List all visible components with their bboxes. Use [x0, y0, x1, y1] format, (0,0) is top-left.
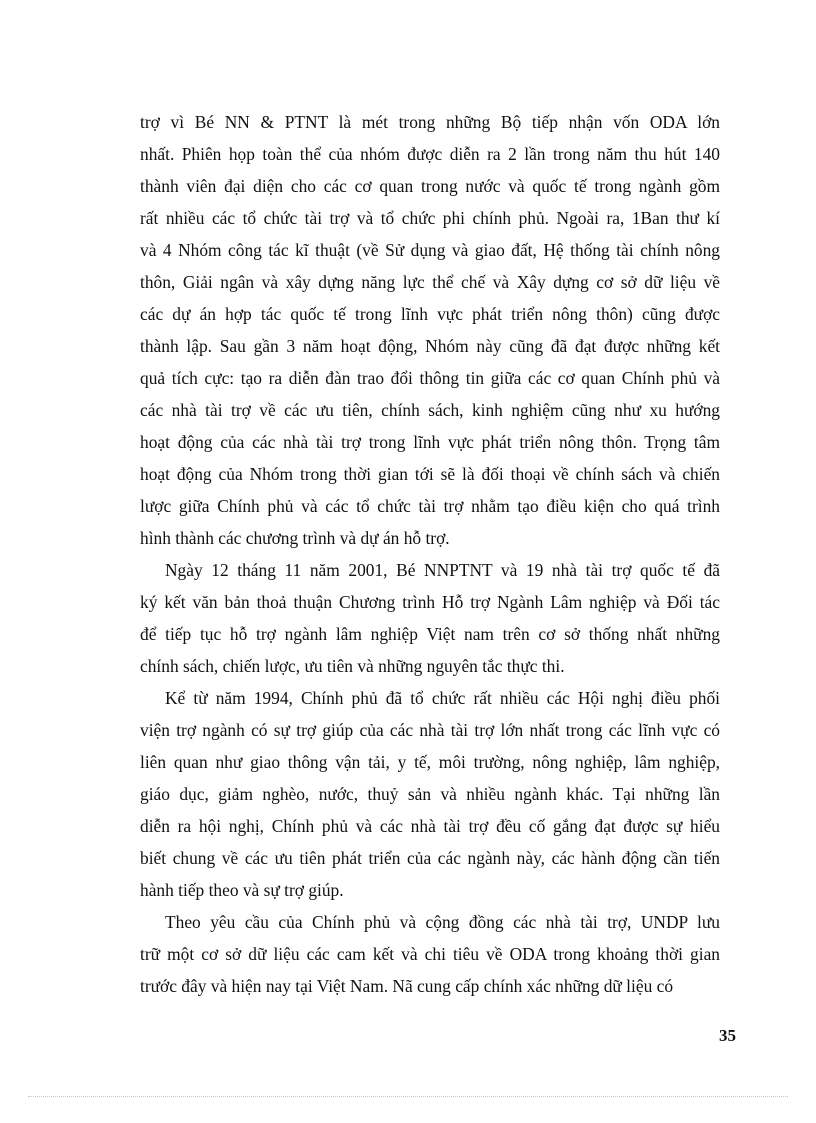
text-line: Kể từ năm 1994, Chính phủ đã tổ chức rất nhiều các Hội nghị điều phối — [165, 688, 720, 708]
text-line: liên quan như giao thông vận tải, y tế, môi trường, nông nghiệp, lâm nghiệp, — [140, 752, 720, 772]
text-line: và 4 Nhóm công tác kĩ thuật (về Sử dụng và giao đất, Hệ thống tài chính nông — [140, 240, 720, 260]
text-line: giáo dục, giảm nghèo, nước, thuỷ sản và nhiều ngành khác. Tại những lần — [140, 784, 720, 804]
text-line: viện trợ ngành có sự trợ giúp của các nhà tài trợ lớn nhất trong các lĩnh vực có — [140, 720, 720, 740]
footer-divider — [28, 1096, 788, 1097]
text-line: thành lập. Sau gần 3 năm hoạt động, Nhóm này cũng đã đạt được những kết — [140, 336, 720, 356]
text-line: lược giữa Chính phủ và các tổ chức tài trợ nhằm tạo điều kiện cho quá trình — [140, 496, 720, 516]
text-line: Theo yêu cầu của Chính phủ và cộng đồng các nhà tài trợ, UNDP lưu — [165, 912, 720, 932]
text-line: để tiếp tục hỗ trợ ngành lâm nghiệp Việt nam trên cơ sở thống nhất những — [140, 624, 720, 644]
text-line: ký kết văn bản thoả thuận Chương trình Hỗ trợ Ngành Lâm nghiệp và Đối tác — [140, 592, 720, 612]
text-line: hành tiếp theo và sự trợ giúp. — [140, 880, 344, 900]
text-line: diễn ra hội nghị, Chính phủ và các nhà tài trợ đều cố gắng đạt được sự hiểu — [140, 816, 720, 836]
text-line: các dự án hợp tác quốc tế trong lĩnh vực phát triển nông thôn) cũng được — [140, 304, 720, 324]
text-line: hoạt động của Nhóm trong thời gian tới sẽ là đối thoại về chính sách và chiến — [140, 464, 720, 484]
paragraph — [140, 906, 720, 1002]
text-line: các nhà tài trợ về các ưu tiên, chính sách, kinh nghiệm cũng như xu hướng — [140, 400, 720, 420]
text-line: Ngày 12 tháng 11 năm 2001, Bé NNPTNT và 19 nhà tài trợ quốc tế đã — [165, 560, 720, 580]
text-line: trữ một cơ sở dữ liệu các cam kết và chi tiêu về ODA trong khoảng thời gian — [140, 944, 720, 964]
text-line: thôn, Giải ngân và xây dựng năng lực thể chế và Xây dựng cơ sở dữ liệu về — [140, 272, 720, 292]
text-line: chính sách, chiến lược, ưu tiên và những nguyên tắc thực thi. — [140, 656, 565, 676]
paragraph — [140, 682, 720, 906]
paragraph — [140, 106, 720, 554]
text-line: nhất. Phiên họp toàn thể của nhóm được diễn ra 2 lần trong năm thu hút 140 — [140, 144, 720, 164]
text-line: trợ vì Bé NN & PTNT là mét trong những Bộ tiếp nhận vốn ODA lớn — [140, 112, 720, 132]
text-line: rất nhiều các tổ chức tài trợ và tổ chức phi chính phủ. Ngoài ra, 1Ban thư kí — [140, 208, 720, 228]
text-line: hình thành các chương trình và dự án hỗ trợ. — [140, 528, 450, 548]
text-line: trước đây và hiện nay tại Việt Nam. Nã cung cấp chính xác những dữ liệu có — [140, 976, 674, 996]
paragraph — [140, 554, 720, 682]
page-number: 35 — [719, 1026, 736, 1045]
text-line: hoạt động của các nhà tài trợ trong lĩnh vực phát triển nông thôn. Trọng tâm — [140, 432, 720, 452]
body-text — [140, 106, 720, 1002]
text-line: quả tích cực: tạo ra diễn đàn trao đổi thông tin giữa các cơ quan Chính phủ và — [140, 368, 720, 388]
text-line: biết chung về các ưu tiên phát triển của các ngành này, các hành động cần tiến — [140, 848, 720, 868]
text-line: thành viên đại diện cho các cơ quan trong nước và quốc tế trong ngành gồm — [140, 176, 720, 196]
